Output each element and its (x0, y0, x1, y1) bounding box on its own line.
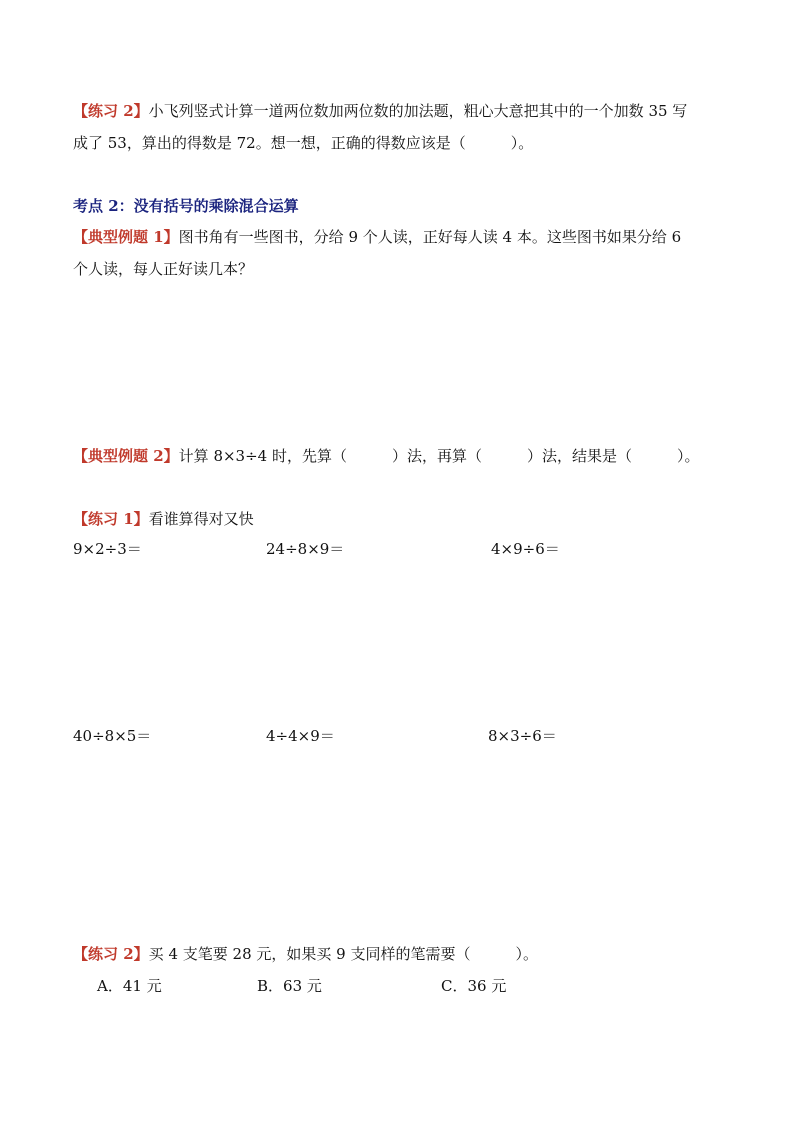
practice-2-text-1: 小飞列竖式计算一道两位数加两位数的加法题，粗心大意把其中的一个加数 35 写 (148, 102, 688, 120)
example-1-text-1: 图书角有一些图书，分给 9 个人读，正好每人读 4 本。这些图书如果分给 6 (178, 228, 682, 246)
option-b: B．63 元 (257, 977, 322, 995)
practice-2b-tag: 【练习 2】 (73, 945, 149, 963)
practice-2b-line (73, 944, 538, 964)
expression-5: 4÷4×9＝ (266, 727, 335, 745)
example-1-line-1 (73, 227, 681, 247)
section-heading: 考点 2：没有括号的乘除混合运算 (73, 197, 299, 215)
example-2-tag: 【典型例题 2】 (73, 447, 179, 465)
option-c: C．36 元 (441, 977, 507, 995)
example-1-tag: 【典型例题 1】 (73, 228, 179, 246)
example-1-line-2: 个人读，每人正好读几本？ (73, 260, 254, 278)
option-a: A．41 元 (97, 977, 162, 995)
practice-1-tag: 【练习 1】 (73, 510, 149, 528)
practice-2-tag: 【练习 2】 (73, 102, 149, 120)
practice-2-line-2: 成了 53，算出的得数是 72。想一想，正确的得数应该是（ ）。 (73, 134, 534, 152)
expression-4: 40÷8×5＝ (73, 727, 152, 745)
practice-1-title: 看谁算得对又快 (148, 510, 254, 528)
expression-2: 24÷8×9＝ (266, 540, 345, 558)
expression-6: 8×3÷6＝ (488, 727, 557, 745)
practice-1-line (73, 509, 254, 529)
expression-3: 4×9÷6＝ (491, 540, 560, 558)
example-2-line (73, 446, 699, 466)
practice-2-line-1 (73, 101, 687, 121)
practice-2b-question: 买 4 支笔要 28 元，如果买 9 支同样的笔需要（ ）。 (148, 945, 538, 963)
expression-1: 9×2÷3＝ (73, 540, 142, 558)
example-2-text: 计算 8×3÷4 时，先算（ ）法，再算（ ）法，结果是（ ）。 (178, 447, 700, 465)
